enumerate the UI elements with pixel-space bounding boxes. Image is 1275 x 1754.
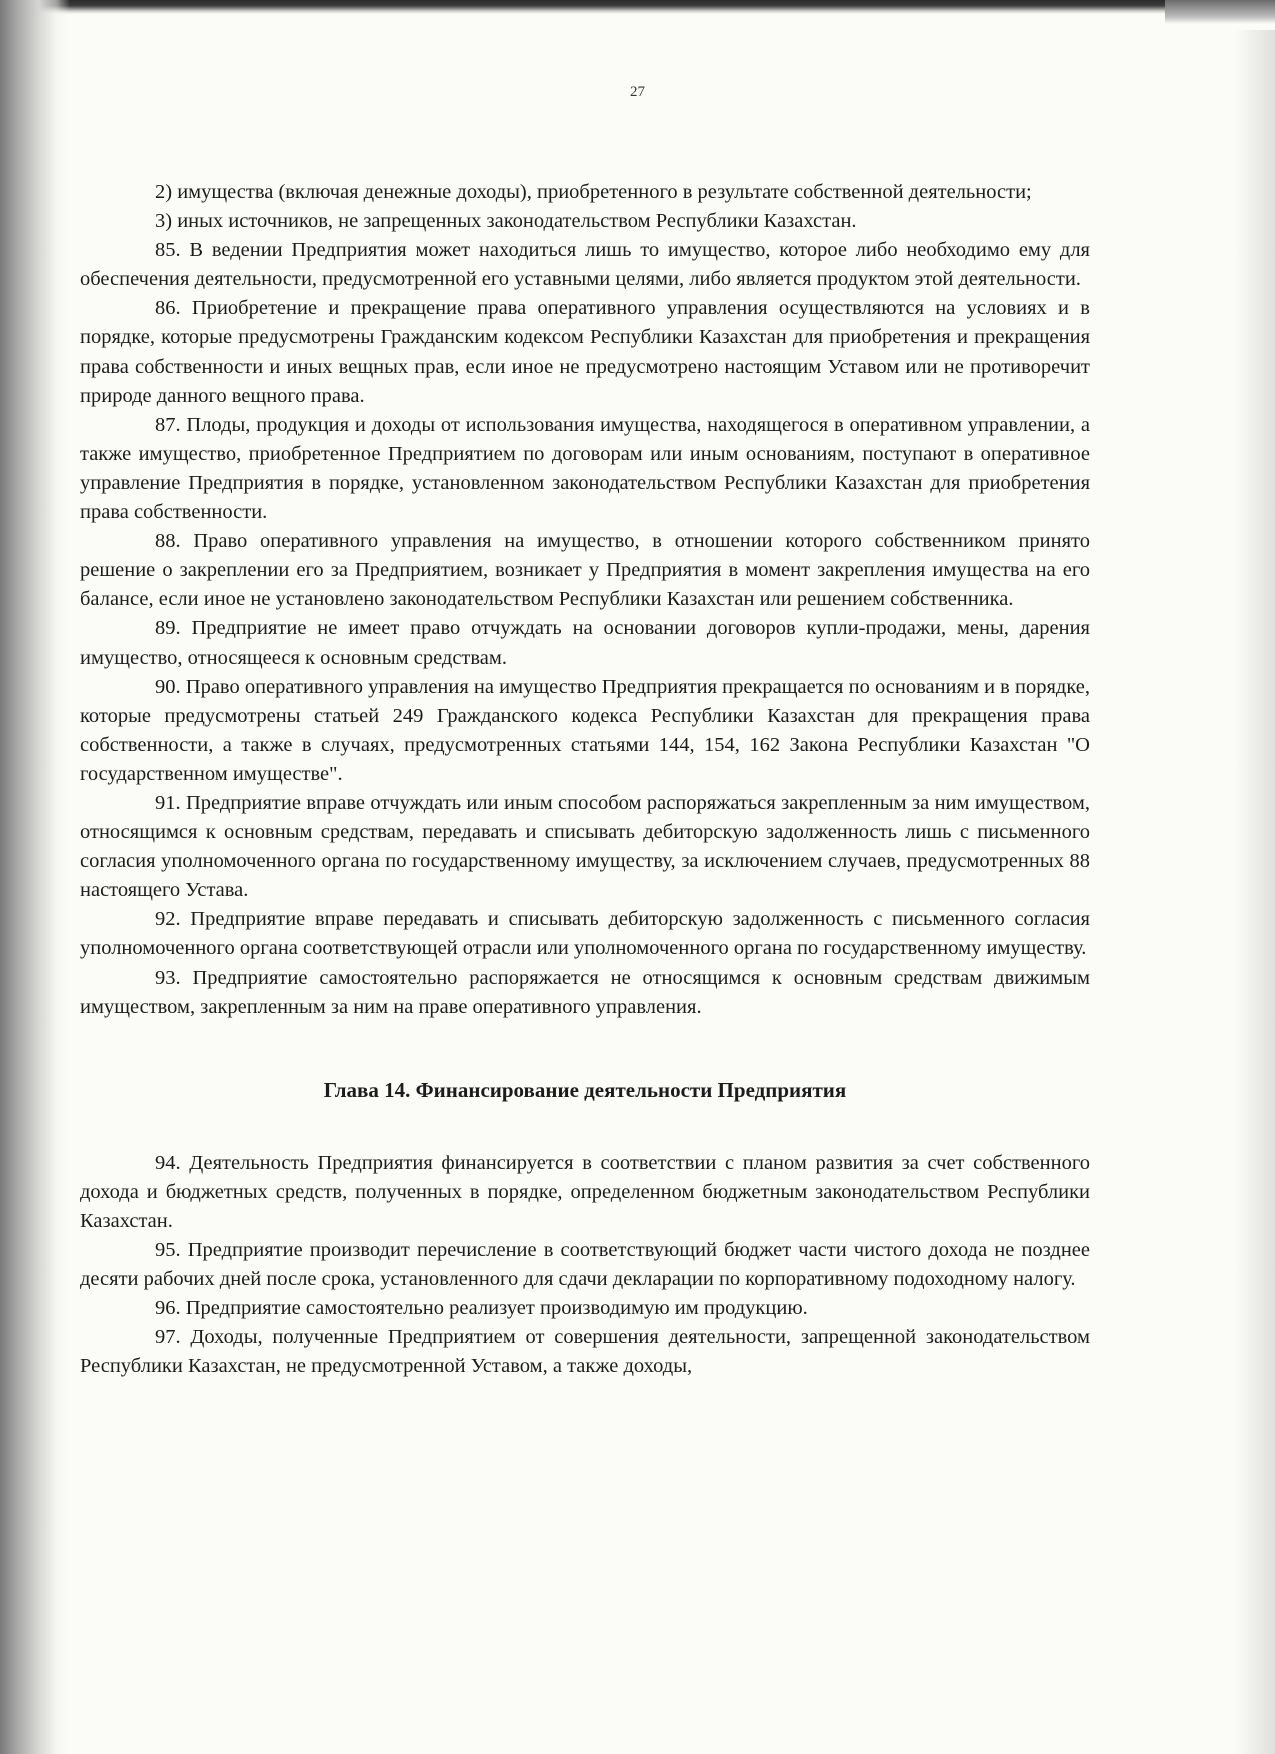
- paragraph-item-2: 2) имущества (включая денежные доходы), приобретенного в результате собственной деятельности;: [155, 181, 1032, 203]
- paragraph-item-3: 3) иных источников, не запрещенных законодательством Республики Казахстан.: [155, 210, 857, 233]
- scan-right-edge-shadow: [1235, 30, 1275, 1754]
- paragraph-97: 97. Доходы, полученные Предприятием от совершения деятельности, запрещенной законодательством Республики Казахстан, не предусмотренной Уставом, а также доходы,: [80, 1326, 1090, 1378]
- paragraph-94: 94. Деятельность Предприятия финансируется в соответствии с планом развития за счет собственного дохода и бюджетных средств, полученных в порядке, определенном бюджетным законодательством Республики Казахстан.: [80, 1151, 1090, 1232]
- paragraph-91: 91. Предприятие вправе отчуждать или иным способом распоряжаться закрепленным за ним имуществом, относящимся к основным средствам, передавать и списывать дебиторскую задолженность лишь с письменного согласия уполномоченного органа по государственному имуществу, за исключением случаев, предусмотренных 88 настоящего Устава.: [80, 791, 1090, 902]
- paragraph-86: 86. Приобретение и прекращение права оперативного управления осуществляются на условиях и в порядке, которые предусмотрены Гражданским кодексом Республики Казахстан для приобретения и прекращения права собственности и иных вещных прав, если иное не предусмотрено настоящим Уставом или не противоречит природе данного вещного права.: [80, 297, 1090, 407]
- paragraph-88: 88. Право оперативного управления на имущество, в отношении которого собственником принято решение о закреплении его за Предприятием, возникает у Предприятия в момент закрепления имущества на его балансе, если иное не установлено законодательством Республики Казахстан или решением собственника.: [80, 530, 1090, 611]
- scan-top-right-shadow: [1165, 0, 1275, 24]
- scan-binding-shadow: [0, 0, 70, 1754]
- paragraph-90: 90. Право оперативного управления на имущество Предприятия прекращается по основаниям и в порядке, которые предусмотрены статьей 249 Гражданского кодекса Республики Казахстан для прекращения права собственности, а также в случаях, предусмотренных статьями 144, 154, 162 Закона Республики Казахстан "О государственном имуществе".: [80, 675, 1090, 785]
- paragraph-96: 96. Предприятие самостоятельно реализует производимую им продукцию.: [155, 1297, 808, 1320]
- page-number: 27: [630, 84, 645, 100]
- paragraph-93: 93. Предприятие самостоятельно распоряжается не относящимся к основным средствам движимым имуществом, закрепленным за ним на праве оперативного управления.: [80, 966, 1090, 1018]
- document-body: [80, 178, 1090, 1382]
- paragraph-95: 95. Предприятие производит перечисление в соответствующий бюджет части чистого дохода не позднее десяти рабочих дней после срока, установленного для сдачи декларации по корпоративному подоходному налогу.: [80, 1239, 1090, 1291]
- paragraph-92: 92. Предприятие вправе передавать и списывать дебиторскую задолженность с письменного согласия уполномоченного органа соответствующей отрасли или уполномоченного органа по государственному имуществу.: [80, 908, 1090, 960]
- chapter-title: Глава 14. Финансирование деятельности Предприятия: [323, 1077, 847, 1102]
- paragraph-85: 85. В ведении Предприятия может находиться лишь то имущество, которое либо необходимо ему для обеспечения деятельности, предусмотренной его уставными целями, либо является продуктом этой деятельности.: [80, 239, 1090, 291]
- scan-top-edge-shadow: [0, 0, 1275, 14]
- paragraph-87: 87. Плоды, продукция и доходы от использования имущества, находящегося в оперативном управлении, а также имущество, приобретенное Предприятием по договорам или иным основаниям, поступают в оперативное управление Предприятия в порядке, установленном законодательством Республики Казахстан для приобретения права собственности.: [80, 413, 1090, 524]
- paragraph-89: 89. Предприятие не имеет право отчуждать на основании договоров купли-продажи, мены, дарения имущество, относящееся к основным средствам.: [80, 617, 1090, 669]
